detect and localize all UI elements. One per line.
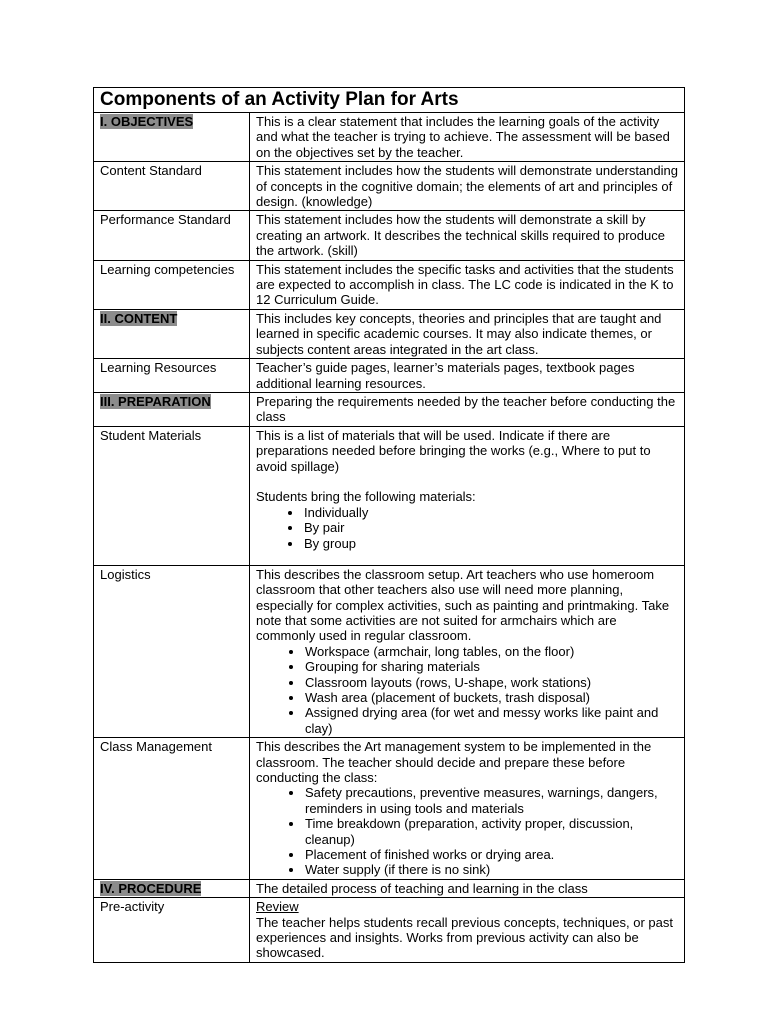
- row-description: This statement includes the specific tasks and activities that the students are expected to accomplish in class. The LC code is indicated in the K to 12 Curriculum Guide.: [250, 260, 685, 309]
- row-description: The detailed process of teaching and learning in the class: [250, 879, 685, 897]
- logistics-list: [256, 644, 679, 736]
- list-item: • Assigned drying area (for wet and messy works like paint and clay): [304, 705, 679, 736]
- list-item: • By group: [303, 536, 679, 551]
- row-description: This includes key concepts, theories and principles that are taught and learned in specific academic courses. It may also indicate themes, or subjects content areas integrated in the art class.: [250, 309, 685, 358]
- table-row: [94, 309, 685, 358]
- table-row: [94, 898, 685, 963]
- section-heading-objectives: I. OBJECTIVES: [100, 114, 194, 129]
- row-description: The teacher helps students recall previous concepts, techniques, or past experiences and insights. Works from previous activity can also be showcased.: [256, 914, 673, 961]
- materials-list: [256, 505, 679, 551]
- row-description: This is a clear statement that includes the learning goals of the activity and what the teacher is trying to achieve. The assessment will be based on the objectives set by the teacher.: [250, 113, 685, 162]
- row-description: Preparing the requirements needed by the teacher before conducting the class: [250, 392, 685, 426]
- list-item: • Workspace (armchair, long tables, on the floor): [304, 644, 679, 659]
- review-heading: Review: [256, 899, 299, 915]
- table-row: [94, 426, 685, 565]
- table-row: [94, 359, 685, 393]
- row-description: This statement includes how the students will demonstrate a skill by creating an artwork. It describes the technical skills required to produce the artwork. (skill): [250, 211, 685, 260]
- row-label: Student Materials: [94, 426, 250, 565]
- list-item: • By pair: [303, 520, 679, 535]
- table-row: [94, 565, 685, 737]
- row-description: This is a list of materials that will be used. Indicate if there are preparations needed before bringing the works (e.g., Where to put to avoid spillage): [256, 427, 651, 474]
- table-row: [94, 260, 685, 309]
- table-row: [94, 738, 685, 880]
- table-row: [94, 162, 685, 211]
- table-row: [94, 879, 685, 897]
- list-item: • Placement of finished works or drying area.: [304, 847, 679, 862]
- row-label: Logistics: [94, 565, 250, 737]
- materials-intro: Students bring the following materials:: [256, 489, 476, 505]
- table-row: [94, 211, 685, 260]
- row-description: Teacher’s guide pages, learner’s materials pages, textbook pages additional learning resources.: [250, 359, 685, 393]
- section-heading-preparation: III. PREPARATION: [100, 393, 211, 409]
- row-description: This describes the Art management system to be implemented in the classroom. The teacher should decide and prepare these before conducting the class:: [256, 739, 652, 785]
- list-item: • Water supply (if there is no sink): [304, 862, 679, 877]
- list-item: • Individually: [303, 505, 679, 520]
- title-row: [94, 88, 685, 113]
- list-item: • Wash area (placement of buckets, trash disposal): [304, 690, 679, 705]
- list-item: • Safety precautions, preventive measures, warnings, dangers, reminders in using tools and materials: [304, 785, 679, 816]
- row-label: Learning Resources: [94, 359, 250, 393]
- row-label: Performance Standard: [94, 211, 250, 260]
- row-label: Class Management: [94, 738, 250, 880]
- row-label: Pre-activity: [94, 898, 250, 963]
- table-row: [94, 392, 685, 426]
- row-label: Learning competencies: [94, 260, 250, 309]
- list-item: • Grouping for sharing materials: [304, 659, 679, 674]
- document-title: Components of an Activity Plan for Arts: [94, 88, 685, 113]
- list-item: • Classroom layouts (rows, U-shape, work stations): [304, 675, 679, 690]
- list-item: • Time breakdown (preparation, activity proper, discussion, cleanup): [304, 816, 679, 847]
- activity-plan-table: [93, 87, 685, 963]
- row-label: Content Standard: [94, 162, 250, 211]
- class-management-list: [256, 785, 679, 877]
- row-description: This describes the classroom setup. Art teachers who use homeroom classroom that other teachers also use will need more planning, especially for complex activities, such as painting and printmaking. Take note that some activities are not suited for armchairs which are commonly used in regular classroom.: [256, 566, 670, 644]
- section-heading-content: II. CONTENT: [100, 310, 178, 326]
- table-row: [94, 113, 685, 162]
- row-description: This statement includes how the students will demonstrate understanding of concepts in the cognitive domain; the elements of art and principles of design. (knowledge): [250, 162, 685, 211]
- section-heading-procedure: IV. PROCEDURE: [100, 880, 202, 896]
